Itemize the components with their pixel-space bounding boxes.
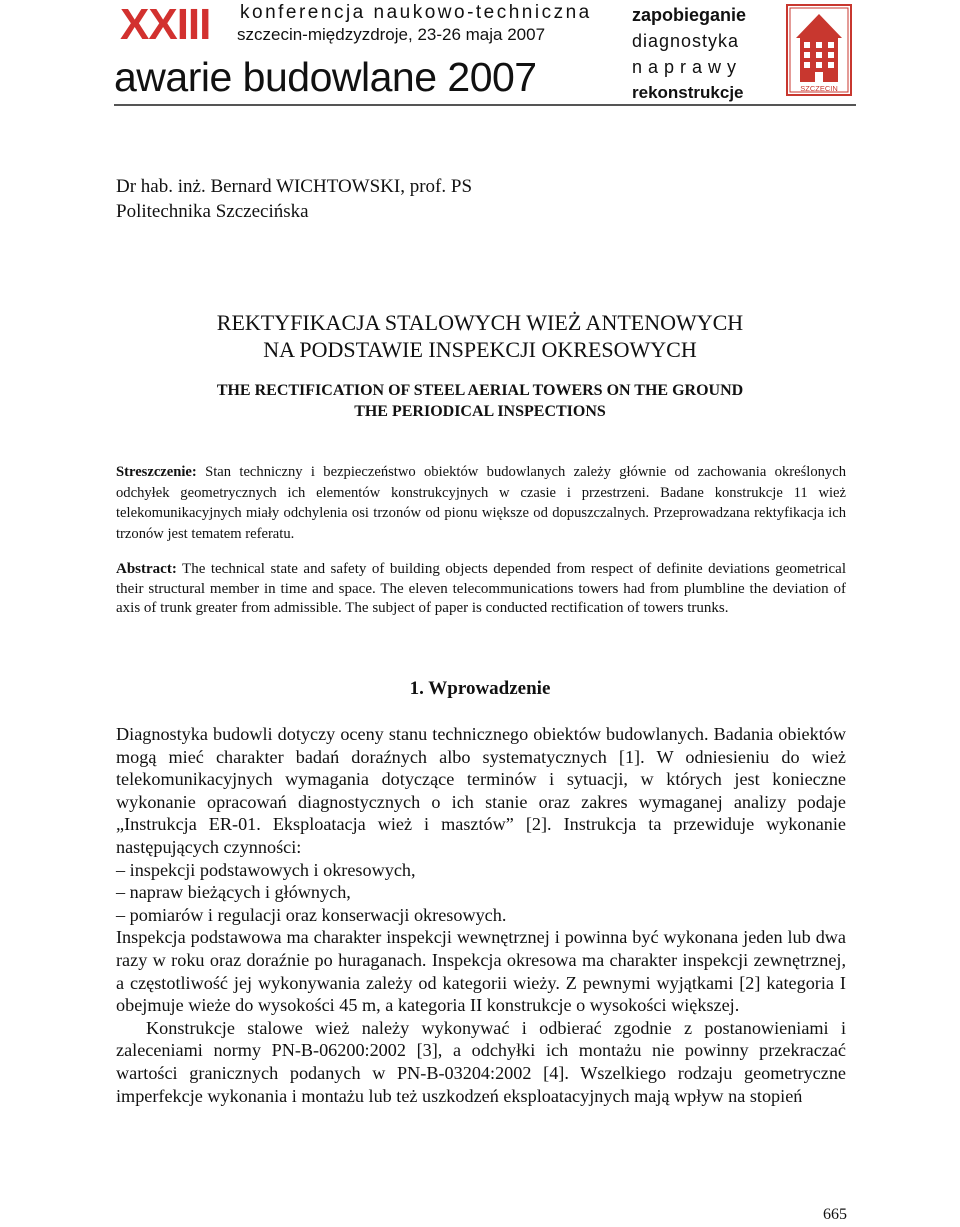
body-paragraph: Konstrukcje stalowe wież należy wykonywać i odbierać zgodnie z postanowieniami i zaleceniami normy PN-B-06200:2002 [3], a odchyłki ich montażu nie powinny przekraczać wartości granicznych podanych w PN-B-03204:2002 [4]. Wszelkiego rodzaju geometryczne imperfekcje wykonania i montażu lub też uszkodzeń eksploatacyjnych mają wpływ na stopień: [116, 1017, 846, 1106]
abstract-label: Abstract:: [116, 561, 177, 577]
body-text: [116, 723, 846, 1107]
paper-title-en: [0, 380, 960, 422]
streszczenie-text: Stan techniczny i bezpieczeństwo obiektów budowlanych zależy głównie od zachowania określonych odchyłek geometrycznych ich elementów konstrukcyjnych w czasie i przestrzeni. Badane konstrukcje 11 wież telekomunikacyjnych miały odchylenia osi trzonów od pionu większe od dopuszczalnych. Przeprowadzana rektyfikacja ich trzonów jest tematem referatu.: [116, 464, 846, 543]
abstract-en: [116, 560, 846, 619]
paper-title-pl: [0, 309, 960, 363]
section-heading: 1. Wprowadzenie: [409, 678, 551, 699]
list-item: – pomiarów i regulacji oraz konserwacji okresowych.: [116, 904, 507, 925]
list-item: – napraw bieżących i głównych,: [116, 882, 351, 903]
author-name: Dr hab. inż. Bernard WICHTOWSKI, prof. PS: [116, 176, 473, 197]
conference-topics: [632, 2, 746, 106]
author-block: [116, 174, 472, 224]
header-rule: [114, 104, 856, 106]
topic-prevention: zapobieganie: [632, 5, 747, 25]
title-pl-line: REKTYFIKACJA STALOWYCH WIEŻ ANTENOWYCH: [216, 310, 744, 335]
topic-reconstruction: rekonstrukcje: [632, 83, 744, 102]
conference-subtitle: konferencja naukowo-techniczna: [240, 2, 592, 23]
conference-title: awarie budowlane 2007: [114, 54, 537, 100]
author-affiliation: Politechnika Szczecińska: [116, 201, 309, 222]
streszczenie-label: Streszczenie:: [116, 464, 197, 480]
page-number: 665: [823, 1206, 847, 1223]
title-en-line: THE PERIODICAL INSPECTIONS: [354, 403, 606, 420]
logo-label: SZCZECIN: [800, 84, 838, 93]
conference-location-date: szczecin-międzyzdroje, 23-26 maja 2007: [237, 25, 546, 44]
streszczenie: [116, 462, 846, 545]
body-paragraph: Inspekcja podstawowa ma charakter inspekcji wewnętrznej i powinna być wykonana jeden lub dwa razy w roku oraz doraźnie po huraganach. Inspekcja okresowa ma charakter inspekcji zewnętrznej, a częstotliwość jej wykonywania zależy od kategorii wieży. Z pewnymi wyjątkami [2] kategoria I obejmuje wieże do wysokości 45 m, a kategoria II konstrukcje o wysokości większej.: [116, 927, 846, 1016]
title-en-line: THE RECTIFICATION OF STEEL AERIAL TOWERS ON THE GROUND: [216, 382, 744, 399]
topic-repairs: naprawy: [632, 57, 743, 77]
title-pl-line: NA PODSTAWIE INSPEKCJI OKRESOWYCH: [263, 337, 697, 362]
list-item: – inspekcji podstawowych i okresowych,: [116, 859, 416, 880]
body-paragraph: Diagnostyka budowli dotyczy oceny stanu technicznego obiektów budowlanych. Badania obiektów mogą mieć charakter badań doraźnych albo systematycznych [1]. W odniesieniu do wież telekomunikacyjnych wymagania dotyczące terminów i sytuacji, w których jest konieczne wykonanie opracowań diagnostycznych o ich stanie oraz zakres wymaganej analizy podaje „Instrukcja ER-01. Eksploatacja wież i masztów” [2]. Instrukcja ta przewiduje wykonanie następujących czynności:: [116, 724, 846, 857]
szczecin-logo: [786, 4, 852, 96]
conference-edition: XXIII: [120, 0, 211, 49]
abstract-text: The technical state and safety of building objects depended from respect of definite deviations geometrical their structural member in time and space. The eleven telecommunications towers had from plumbline the deviation of axis of trunk greater from admissible. The subject of paper is conducted rectification of towers trunks.: [116, 561, 847, 616]
topic-diagnostics: diagnostyka: [632, 31, 740, 51]
